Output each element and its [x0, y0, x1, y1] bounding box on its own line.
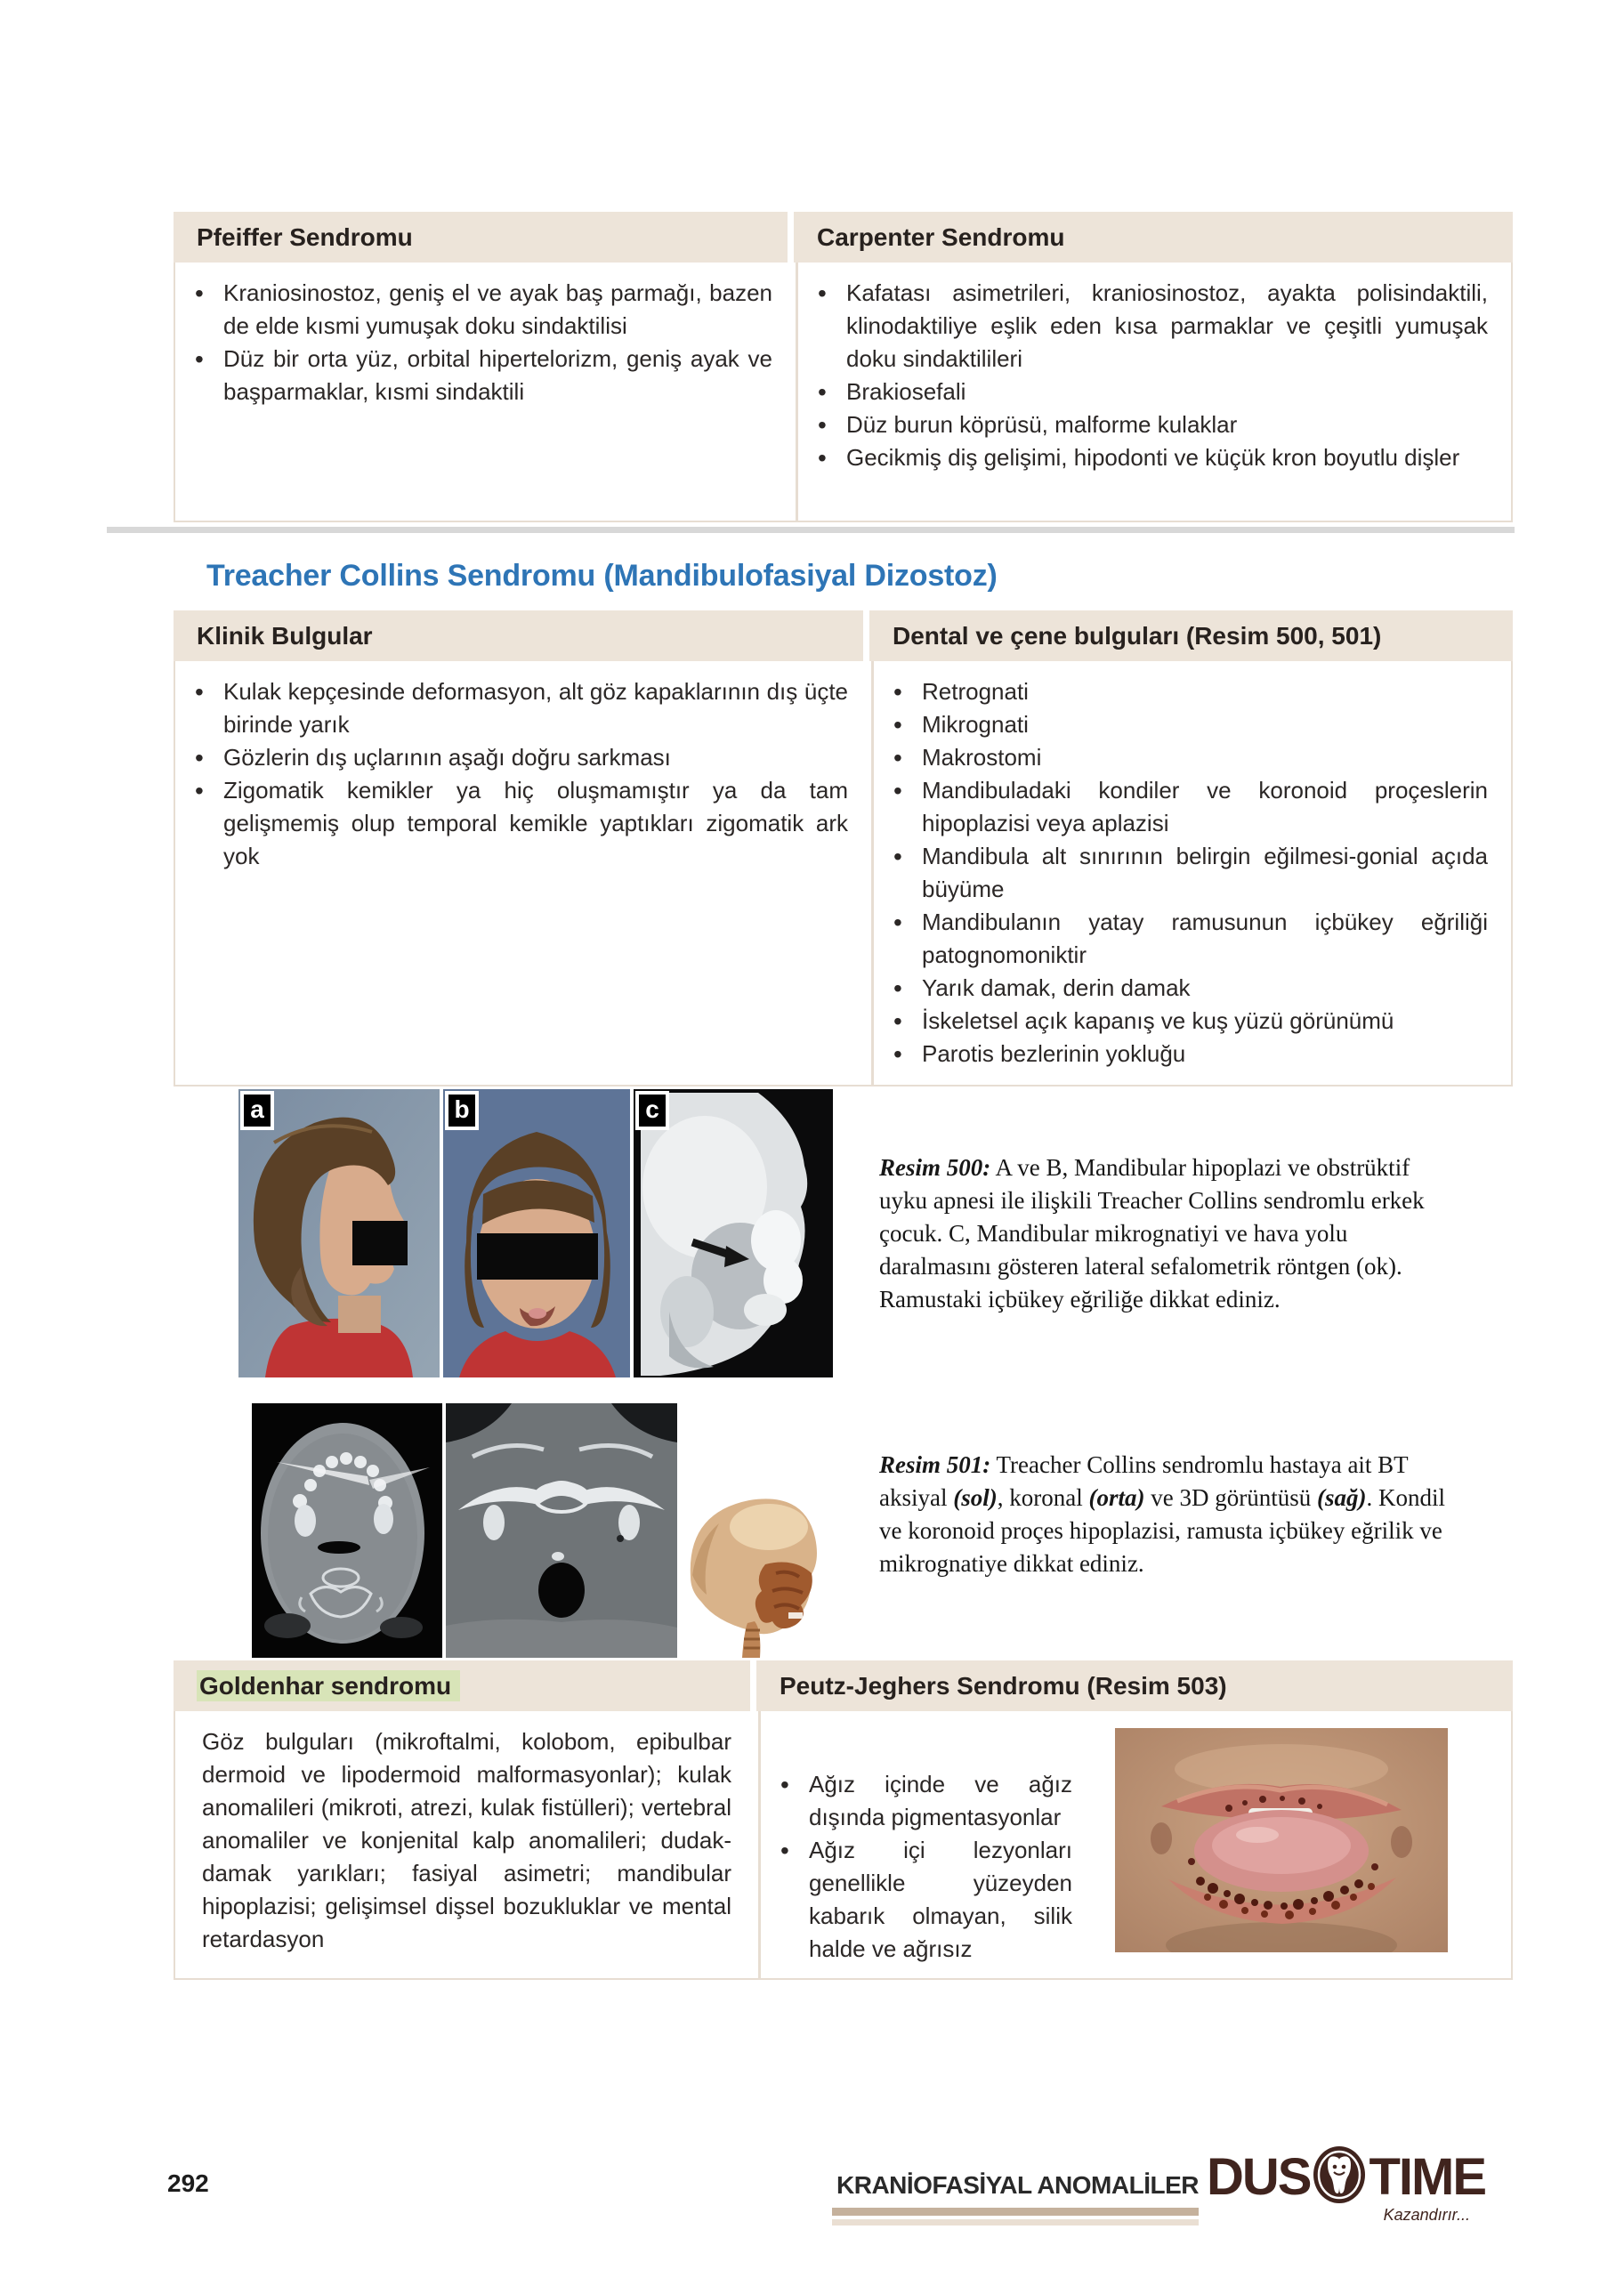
list-item: • Yarık damak, derin damak	[883, 972, 1488, 1005]
table3-header-right: Peutz-Jeghers Sendromu (Resim 503)	[756, 1660, 1513, 1711]
list-item: • Zigomatik kemikler ya hiç oluşmamıştır ya da tam gelişmemiş olup temporal kemikle yaptıkları zigomatik ark yok	[184, 774, 848, 873]
caption-text: Treacher Collins sendromlu hastaya ait BT aksiyal	[879, 1451, 1409, 1511]
table2-header-right: Dental ve çene bulguları (Resim 500, 501)	[869, 610, 1513, 661]
list-item: • Parotis bezlerinin yokluğu	[883, 1038, 1488, 1070]
table-pfeiffer-carpenter	[174, 212, 1513, 522]
footer-bar-light	[832, 2219, 1199, 2225]
table3-cell-left	[175, 1711, 758, 1978]
footer-running-title-block	[832, 2171, 1199, 2225]
figure-500-label-a: a	[240, 1091, 274, 1130]
list-item: • Mandibulanın yatay ramusunun içbükey eğriliği patognomoniktir	[883, 906, 1488, 972]
running-title: KRANİOFASİYAL ANOMALİLER	[836, 2171, 1199, 2199]
caption-text: . Kondil ve koronoid proçes hipoplazisi, ramusta içbükey eğrilik ve mikrognatiye dikkat ediniz.	[879, 1484, 1445, 1577]
logo-dus-text: DUS	[1207, 2147, 1311, 2206]
list-item: • İskeletsel açık kapanış ve kuş yüzü görünümü	[883, 1005, 1488, 1038]
table3-header-left	[174, 1660, 756, 1711]
list-item: • Retrognati	[883, 675, 1488, 708]
section-heading: Treacher Collins Sendromu (Mandibulofasiyal Dizostoz)	[206, 559, 998, 593]
table-treacher-collins	[174, 610, 1513, 1086]
figure-500-panel-b-photo	[443, 1089, 630, 1377]
caption-bold-sol: (sol)	[953, 1484, 998, 1511]
list-item: • Kraniosinostoz, geniş el ve ayak baş parmağı, bazen de elde kısmi yumuşak doku sindaktilisi	[184, 277, 772, 343]
figure-500-caption-title: Resim 500:	[879, 1154, 991, 1181]
list-item: • Düz burun köprüsü, malforme kulaklar	[807, 408, 1488, 441]
table1-header-left: Pfeiffer Sendromu	[174, 212, 794, 263]
figure-501-caption	[879, 1449, 1453, 1580]
list-item: • Ağız içinde ve ağız dışında pigmentasyonlar	[770, 1768, 1072, 1834]
dustime-logo	[1207, 2145, 1486, 2225]
figure-500-label-c: c	[635, 1091, 669, 1130]
table2-header-left: Klinik Bulgular	[174, 610, 869, 661]
caption-text: ve 3D görüntüsü	[1144, 1484, 1317, 1511]
list-item: • Makrostomi	[883, 741, 1488, 774]
caption-bold-sag: (sağ)	[1316, 1484, 1367, 1511]
goldenhar-paragraph: Göz bulguları (mikroftalmi, kolobom, epibulbar dermoid ve lipodermoid malformasyonlar); kulak anomalileri (mikroti, atrezi, kulak fistülleri); vertebral anomaliler ve konjenital kalp anomalileri; dudak-damak yarıkları; fasiyal asimetri; mandibular hipoplazisi; gelişimsel dişsel bozukluklar ve mental retardasyon	[202, 1728, 731, 1952]
table1-header-right: Carpenter Sendromu	[794, 212, 1513, 263]
section-divider-rule	[107, 527, 1515, 533]
table1-cell-right	[796, 263, 1511, 521]
figure-500-label-b: b	[445, 1091, 479, 1130]
caption-bold-orta: (orta)	[1088, 1484, 1145, 1511]
table2-cell-right	[871, 661, 1511, 1085]
figure-500-panel-c-xray	[634, 1089, 833, 1377]
list-item: • Mandibula alt sınırının belirgin eğilmesi-gonial açıda büyüme	[883, 840, 1488, 906]
list-item: • Gecikmiş diş gelişimi, hipodonti ve küçük kron boyutlu dişler	[807, 441, 1488, 474]
list-item: • Kafatası asimetrileri, kraniosinostoz, ayakta polisindaktili, klinodaktiliye eşlik eden kısa parmaklar ve çeşitli yumuşak doku sindaktilileri	[807, 277, 1488, 376]
caption-text: , koronal	[997, 1484, 1089, 1511]
list-item: • Brakiosefali	[807, 376, 1488, 408]
figure-500-caption-text: A ve B, Mandibular hipoplazi ve obstrüktif uyku apnesi ile ilişkili Treacher Collins sendromlu erkek çocuk. C, Mandibular mikrognatiyi ve hava yolu daralmasını gösteren lateral sefalometrik röntgen (ok). Ramustaki içbükey eğriliğe dikkat ediniz.	[879, 1154, 1425, 1313]
page-number: 292	[167, 2169, 209, 2197]
figure-501-caption-title: Resim 501:	[879, 1451, 991, 1478]
list-item: • Mandibuladaki kondiler ve koronoid proçeslerin hipoplazisi veya aplazisi	[883, 774, 1488, 840]
figure-500-panel-a-photo	[238, 1089, 440, 1377]
logo-time-text: TIME	[1369, 2147, 1486, 2206]
list-item: • Ağız içi lezyonları genellikle yüzeyden kabarık olmayan, silik halde ve ağrısız	[770, 1834, 1072, 1966]
logo-tagline: Kazandırır...	[1383, 2206, 1470, 2224]
goldenhar-highlight: Goldenhar sendromu	[197, 1670, 460, 1701]
table2-cell-left	[175, 661, 871, 1085]
list-item: • Kulak kepçesinde deformasyon, alt göz kapaklarının dış üçte birinde yarık	[184, 675, 848, 741]
table1-cell-left	[175, 263, 796, 521]
list-item: • Gözlerin dış uçlarının aşağı doğru sarkması	[184, 741, 848, 774]
list-item: • Düz bir orta yüz, orbital hipertelorizm, geniş ayak ve başparmaklar, kısmi sindaktili	[184, 343, 772, 408]
tooth-icon	[1311, 2145, 1368, 2209]
figure-501-coronal-ct	[446, 1403, 677, 1658]
figure-503-lips-photo	[1115, 1728, 1448, 1952]
figure-501-3d-ct	[680, 1488, 826, 1658]
footer-bar-dark	[832, 2208, 1199, 2216]
figure-501-axial-ct	[252, 1403, 442, 1658]
figure-500-caption	[879, 1151, 1453, 1316]
list-item: • Mikrognati	[883, 708, 1488, 741]
